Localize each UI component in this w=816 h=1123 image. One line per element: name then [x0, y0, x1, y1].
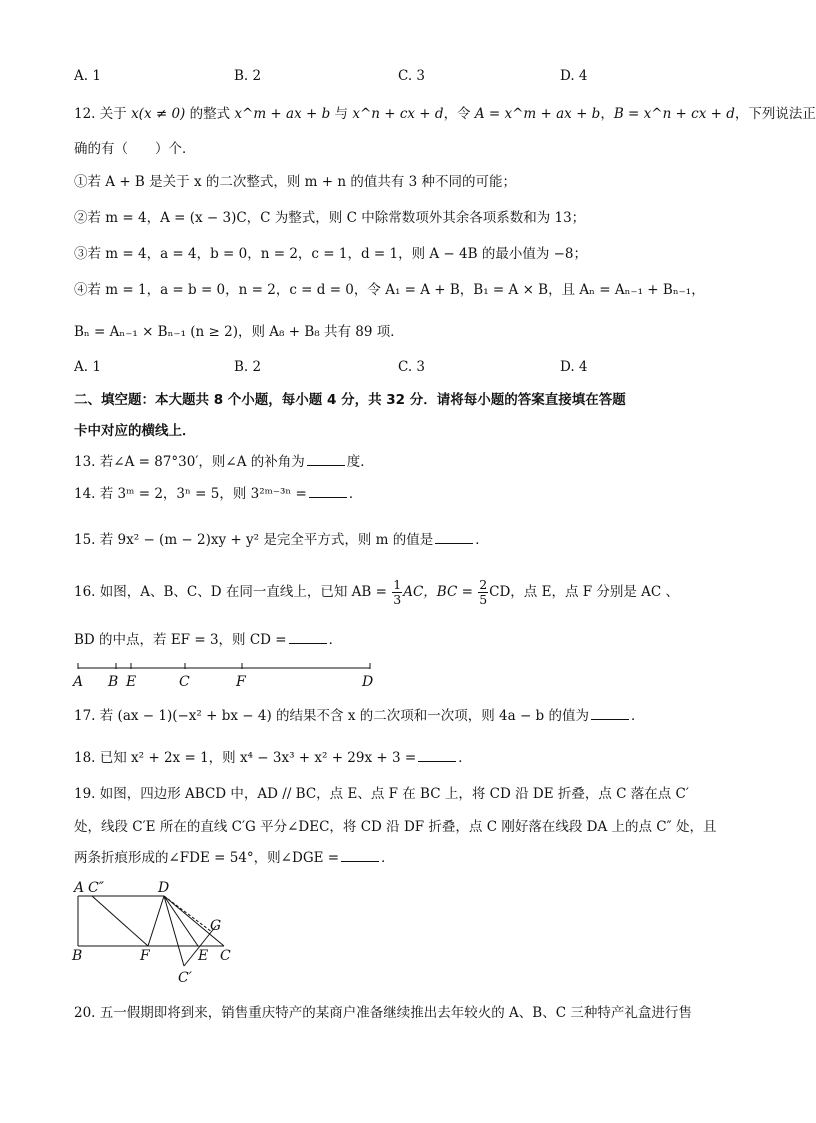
q17: 17. 若 (ax − 1)(−x² + bx − 4) 的结果不含 x 的二次项和一次项，则 4a − b 的值为 ．	[74, 708, 645, 724]
q12-statement-4-cont: Bₙ = Aₙ₋₁ × Bₙ₋₁ (n ≥ 2)，则 A₈ + B₈ 共有 89 项．	[74, 324, 404, 340]
q18-answer-blank[interactable]	[418, 749, 456, 762]
q12-option-a: A. 1	[74, 359, 101, 375]
q19-label-b: B	[72, 948, 83, 964]
q19-label-g: G	[210, 918, 222, 934]
q12-statement-2: ②若 m = 4，A = (x − 3)C，C 为整式，则 C 中除常数项外其余各项系数和为 13；	[74, 210, 586, 226]
q20-line1: 20. 五一假期即将到来，销售重庆特产的某商户准备继续推出去年较火的 A、B、C 三种特产礼盒进行售	[74, 1005, 692, 1021]
section2-heading: 二、填空题：本大题共 8 个小题，每小题 4 分，共 32 分．请将每小题的答案直接填在答题	[74, 392, 626, 408]
q15-answer-blank[interactable]	[435, 531, 473, 544]
q11-option-c: C. 3	[398, 68, 426, 84]
q16-line-figure	[70, 660, 390, 690]
q14-answer-blank[interactable]	[309, 485, 347, 498]
q13-answer-blank[interactable]	[307, 453, 345, 466]
q11-option-d: D. 4	[560, 68, 588, 84]
q16-label-a: A	[73, 674, 84, 690]
q12-option-c: C. 3	[398, 359, 426, 375]
q16-line1: 16. 如图，A、B、C、D 在同一直线上，已知 AB = $\frac{1}{3}$ AC，BC = $\frac{2}{5}$ CD，点 E，点 F 分别是 AC 、	[74, 577, 680, 607]
q18: 18. 已知 x² + 2x = 1，则 x⁴ − 3x³ + x² + 29x + 3 = ．	[74, 750, 472, 766]
q16-label-e: E	[126, 674, 137, 690]
q12-option-d: D. 4	[560, 359, 588, 375]
q12-statement-4: ④若 m = 1，a = b = 0，n = 2，c = d = 0，令 A₁ = A + B，B₁ = A × B，且 Aₙ = Aₙ₋₁ + Bₙ₋₁，	[74, 282, 705, 298]
q15: 15. 若 9x² − (m − 2)xy + y² 是完全平方式，则 m 的值是 ．	[74, 532, 489, 548]
q16-label-f: F	[236, 674, 246, 690]
q19-answer-blank[interactable]	[341, 849, 379, 862]
q19-label-c-double-prime: C″	[88, 880, 104, 896]
q16-line2: BD 的中点，若 EF = 3，则 CD = ．	[74, 632, 343, 648]
q19-label-f: F	[140, 948, 150, 964]
q12-option-b: B. 2	[234, 359, 262, 375]
q16-answer-blank[interactable]	[289, 631, 327, 644]
q17-answer-blank[interactable]	[591, 707, 629, 720]
q19-label-c: C	[220, 948, 231, 964]
q16-label-c: C	[179, 674, 190, 690]
q16-fraction-2: $\frac{2}{5}$	[479, 577, 488, 607]
q12-statement-1: ①若 A + B 是关于 x 的二次整式，则 m + n 的值共有 3 种不同的可能；	[74, 174, 516, 190]
q19-line1: 19. 如图，四边形 ABCD 中，AD // BC，点 E、点 F 在 BC 上，将 CD 沿 DE 折叠，点 C 落在点 C′	[74, 786, 689, 802]
q19-line2: 处，线段 C′E 所在的直线 C′G 平分∠DEC，将 CD 沿 DF 折叠，点 C 刚好落在线段 DA 上的点 C″ 处，且	[74, 819, 717, 835]
q11-option-a: A. 1	[74, 68, 101, 84]
q16-fraction-1: $\frac{1}{3}$	[393, 577, 402, 607]
q16-label-b: B	[108, 674, 119, 690]
q12-stem-line1: 12. 关于 x(x ≠ 0) 的整式 x^m + ax + b 与 x^n + cx + d，令 A = x^m + ax + b，B = x^n + cx + d，下列说法正	[74, 106, 816, 122]
q19-quadrilateral-figure	[70, 878, 240, 986]
q11-option-b: B. 2	[234, 68, 262, 84]
q19-label-a: A	[74, 880, 85, 896]
q12-statement-3: ③若 m = 4，a = 4，b = 0，n = 2，c = 1，d = 1，则 A − 4B 的最小值为 −8；	[74, 246, 588, 262]
q19-line3: 两条折痕形成的∠FDE = 54°，则∠DGE = ．	[74, 850, 395, 866]
q16-label-d: D	[362, 674, 374, 690]
section2-heading-cont: 卡中对应的横线上．	[74, 423, 196, 439]
q19-label-d: D	[158, 880, 170, 896]
q19-label-e: E	[198, 948, 209, 964]
q12-stem-line2: 确的有（ ）个．	[74, 141, 196, 157]
q19-label-c-prime: C′	[178, 970, 192, 986]
q13: 13. 若∠A = 87°30′，则∠A 的补角为 度．	[74, 454, 374, 470]
q14: 14. 若 3ᵐ = 2，3ⁿ = 5，则 3²ᵐ⁻³ⁿ = ．	[74, 486, 363, 502]
